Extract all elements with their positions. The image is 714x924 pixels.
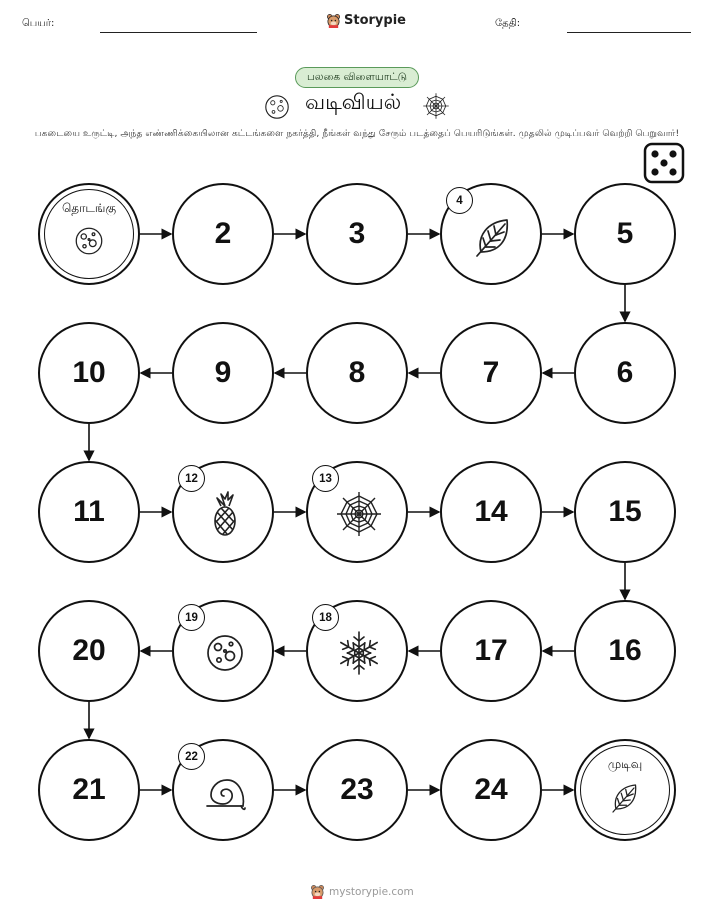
brand-name: Storypie bbox=[344, 13, 406, 28]
leaf-icon bbox=[607, 779, 643, 815]
board-space-5 bbox=[574, 183, 676, 285]
space-number-badge: 12 bbox=[178, 465, 205, 492]
space-number: 15 bbox=[608, 495, 642, 528]
board-space-9 bbox=[172, 322, 274, 424]
space-number: 8 bbox=[348, 356, 366, 389]
spiderweb-icon bbox=[335, 490, 383, 538]
shell-icon bbox=[201, 768, 249, 816]
board-space-23 bbox=[306, 739, 408, 841]
space-number-badge: 22 bbox=[178, 743, 205, 770]
space-number-badge: 13 bbox=[312, 465, 339, 492]
space-number-badge: 4 bbox=[446, 187, 473, 214]
start-space bbox=[38, 183, 140, 285]
space-number: 17 bbox=[474, 634, 508, 667]
game-type-badge: பலகை விளையாட்டு bbox=[295, 67, 419, 88]
space-number: 7 bbox=[482, 356, 500, 389]
instructions: பகடையை உருட்டி, அந்த எண்ணிக்கையிலான கட்டங்களை நகர்த்தி, நீங்கள் வந்து சேரும் படத்தைப் பெயரிடுங்கள். முதலில் முடிப்பவர் வெற்றி பெறுவார்! bbox=[34, 128, 680, 139]
board-space-3 bbox=[306, 183, 408, 285]
moon-icon bbox=[71, 223, 107, 259]
footer bbox=[310, 884, 414, 899]
name-label: பெயர்: bbox=[22, 18, 55, 29]
footer-url: mystorypie.com bbox=[329, 885, 414, 898]
board-space-17 bbox=[440, 600, 542, 702]
board-space-22 bbox=[172, 739, 274, 841]
board-space-16 bbox=[574, 600, 676, 702]
snowflake-icon bbox=[335, 629, 383, 677]
board-space-4 bbox=[440, 183, 542, 285]
bear-mascot-icon bbox=[310, 884, 325, 899]
finish-space bbox=[574, 739, 676, 841]
space-number: 2 bbox=[214, 217, 232, 250]
space-number-badge: 18 bbox=[312, 604, 339, 631]
board-space-12 bbox=[172, 461, 274, 563]
board-space-21 bbox=[38, 739, 140, 841]
board-space-10 bbox=[38, 322, 140, 424]
space-number-badge: 19 bbox=[178, 604, 205, 631]
date-label: தேதி: bbox=[495, 18, 521, 29]
space-number: 10 bbox=[72, 356, 106, 389]
space-number: 9 bbox=[214, 356, 232, 389]
leaf-icon bbox=[469, 212, 517, 260]
board-space-15 bbox=[574, 461, 676, 563]
pineapple-icon bbox=[201, 490, 249, 538]
space-number: 24 bbox=[474, 773, 508, 806]
space-number: 3 bbox=[348, 217, 366, 250]
space-number: 21 bbox=[72, 773, 106, 806]
space-number: 16 bbox=[608, 634, 642, 667]
board-space-24 bbox=[440, 739, 542, 841]
board-space-18 bbox=[306, 600, 408, 702]
space-number: 20 bbox=[72, 634, 106, 667]
moon-icon bbox=[201, 629, 249, 677]
board-space-6 bbox=[574, 322, 676, 424]
space-number: 6 bbox=[616, 356, 634, 389]
board-space-8 bbox=[306, 322, 408, 424]
space-number: 5 bbox=[616, 217, 634, 250]
board-space-19 bbox=[172, 600, 274, 702]
board-space-13 bbox=[306, 461, 408, 563]
board-space-11 bbox=[38, 461, 140, 563]
start-label: தொடங்கு bbox=[61, 201, 117, 215]
page-title: வடிவியல் bbox=[305, 90, 402, 114]
space-number: 23 bbox=[340, 773, 374, 806]
space-number: 11 bbox=[73, 495, 105, 528]
space-number: 14 bbox=[474, 495, 508, 528]
board-space-14 bbox=[440, 461, 542, 563]
board-space-2 bbox=[172, 183, 274, 285]
end-label: முடிவு bbox=[607, 757, 643, 771]
board-space-20 bbox=[38, 600, 140, 702]
board-space-7 bbox=[440, 322, 542, 424]
